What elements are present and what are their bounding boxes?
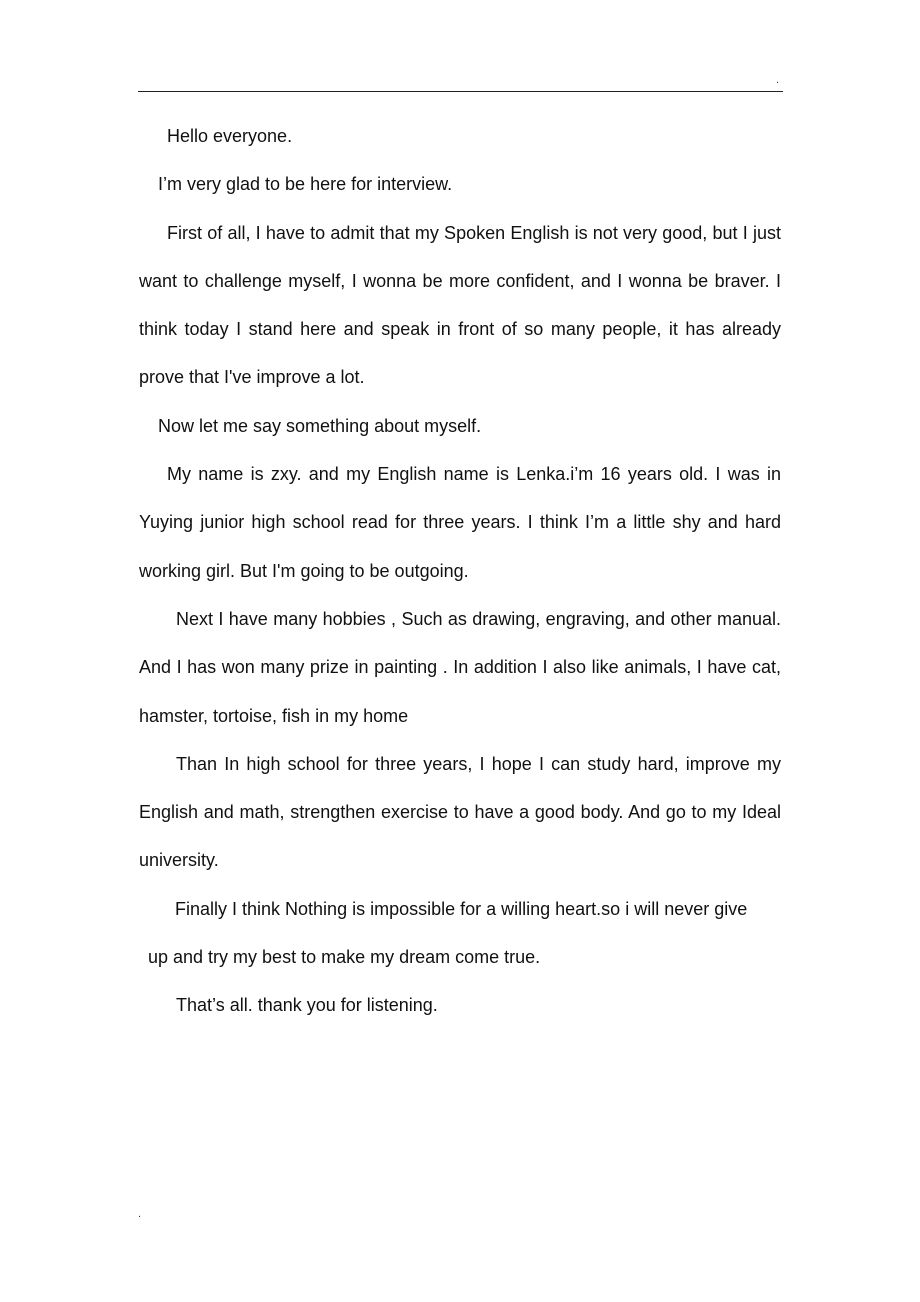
name-paragraph: My name is zxy. and my English name is Lenka.i’m 16 years old. I was in Yuying junior high school read for three years. I think I’m a little shy and hard working girl. But I'm going to be outgoing. <box>139 464 781 581</box>
about-myself-paragraph: Now let me say something about myself. <box>158 415 482 436</box>
closing-paragraph: That’s all. thank you for listening. <box>176 995 438 1016</box>
high-school-paragraph: Than In high school for three years, I hope I can study hard, improve my English and math, strengthen exercise to have a good body. And go to my Ideal university. <box>139 753 781 871</box>
header-rule <box>138 91 783 92</box>
greeting-paragraph: Hello everyone. <box>167 126 293 146</box>
footer-mark: . <box>138 1208 142 1220</box>
spoken-english-paragraph: First of all, I have to admit that my Spoken English is not very good, but I just want to challenge myself, I wonna be more confident, and I wonna be braver. I think today I stand here and speak in front of so many people, it has already prove that I've improve a lot. <box>139 222 781 388</box>
finally-paragraph: Finally I think Nothing is impossible for a willing heart.so i will never give <box>175 898 748 919</box>
finally-continued-paragraph: up and try my best to make my dream come true. <box>148 947 541 968</box>
document-body <box>139 112 781 1030</box>
header-mark: . <box>776 74 780 86</box>
intro-paragraph: I’m very glad to be here for interview. <box>158 174 453 195</box>
hobbies-paragraph: Next I have many hobbies , Such as drawing, engraving, and other manual. And I has won many prize in painting . In addition I also like animals, I have cat, hamster, tortoise, fish in my home <box>139 608 781 726</box>
